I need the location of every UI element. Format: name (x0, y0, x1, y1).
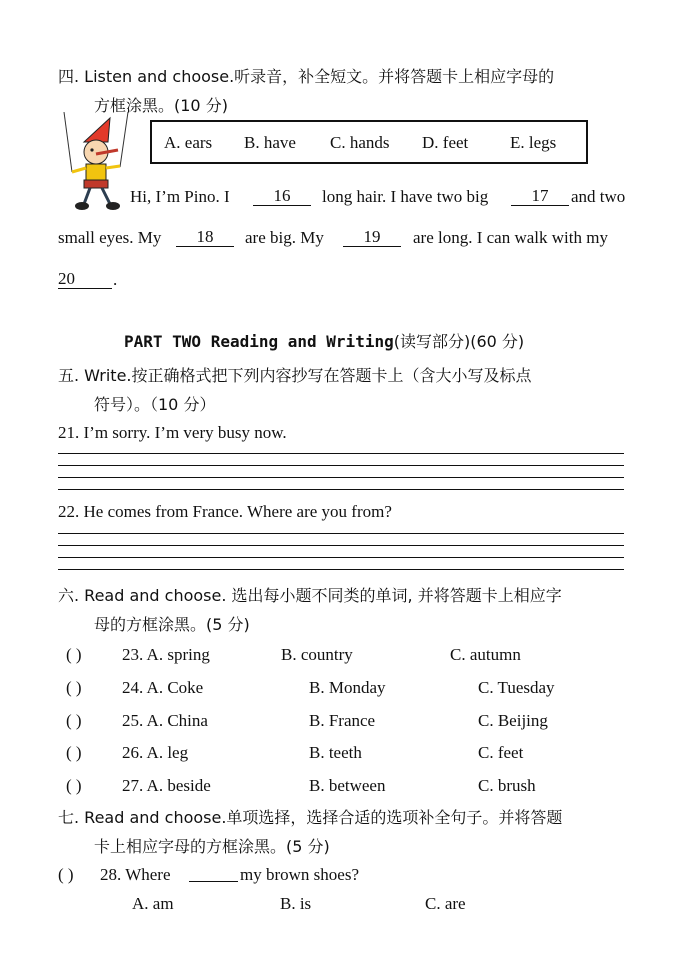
question-26-option-c: C. feet (478, 743, 524, 762)
section4-heading-line2: 方框涂黑。(10 分) (94, 96, 228, 115)
question-28-text-a: 28. Where (100, 865, 171, 884)
question-23-option-a: 23. A. spring (122, 645, 210, 664)
passage-line2-c: are big. My (245, 228, 324, 247)
question-25-option-a: 25. A. China (122, 711, 208, 730)
section6-heading-line2: 母的方框涂黑。(5 分) (94, 615, 250, 634)
question-28-text-b: my brown shoes? (240, 865, 359, 884)
section7-heading-line1: 七. Read and choose.单项选择，选择合适的选项补全句子。并将答题 (58, 808, 563, 827)
blank-16[interactable]: 16 (253, 187, 311, 206)
answer-paren-25[interactable]: ( ) (66, 711, 82, 730)
writing-line (58, 545, 624, 546)
word-bank-box (150, 120, 588, 164)
writing-line (58, 477, 624, 478)
word-option-b: B. have (244, 133, 296, 152)
writing-line (58, 569, 624, 570)
writing-line (58, 489, 624, 490)
question-27-option-c: C. brush (478, 776, 536, 795)
section5-heading-line2: 符号）。（10 分） (94, 395, 216, 414)
passage-line1-a: Hi, I’m Pino. I (130, 187, 230, 206)
question-25-option-c: C. Beijing (478, 711, 548, 730)
question-28-option-a: A. am (132, 894, 174, 913)
question-27-option-b: B. between (309, 776, 386, 795)
answer-paren-27[interactable]: ( ) (66, 776, 82, 795)
blank-17[interactable]: 17 (511, 187, 569, 206)
section5-heading-line1: 五. Write.按正确格式把下列内容抄写在答题卡上（含大小写及标点 (58, 366, 532, 385)
answer-paren-26[interactable]: ( ) (66, 743, 82, 762)
answer-paren-28[interactable]: ( ) (58, 865, 74, 884)
pinocchio-illustration (58, 112, 134, 212)
writing-line (58, 557, 624, 558)
part-two-title-zh: (读写部分)(60 分) (393, 332, 525, 351)
answer-paren-24[interactable]: ( ) (66, 678, 82, 697)
blank-19[interactable]: 19 (343, 228, 401, 247)
question-28-option-b: B. is (280, 894, 312, 913)
writing-line (58, 465, 624, 466)
question-28-blank[interactable] (189, 881, 238, 882)
part-two-title-en: PART TWO Reading and Writing (124, 332, 394, 351)
question-26-option-a: 26. A. leg (122, 743, 189, 762)
part-two-title (124, 329, 524, 352)
passage-line3-end: . (113, 270, 118, 289)
question-24-option-a: 24. A. Coke (122, 678, 204, 697)
passage-line1-d: and two (571, 187, 626, 206)
writing-line (58, 533, 624, 534)
question-22: 22. He comes from France. Where are you from? (58, 502, 392, 521)
section7-heading-line2: 卡上相应字母的方框涂黑。(5 分) (94, 837, 330, 856)
question-23-option-c: C. autumn (450, 645, 521, 664)
answer-paren-23[interactable]: ( ) (66, 645, 82, 664)
passage-line2-a: small eyes. My (58, 228, 162, 247)
passage-line1-c: long hair. I have two big (322, 187, 489, 206)
section4-heading-line1: 四. Listen and choose.听录音，补全短文。并将答题卡上相应字母的 (58, 67, 555, 86)
question-26-option-b: B. teeth (309, 743, 362, 762)
word-option-a: A. ears (164, 133, 213, 152)
question-24-option-c: C. Tuesday (478, 678, 555, 697)
passage-line2-d: are long. I can walk with my (413, 228, 608, 247)
question-27-option-a: 27. A. beside (122, 776, 211, 795)
question-23-option-b: B. country (281, 645, 353, 664)
question-24-option-b: B. Monday (309, 678, 386, 697)
word-option-d: D. feet (422, 133, 469, 152)
writing-line (58, 453, 624, 454)
word-option-c: C. hands (330, 133, 390, 152)
word-option-e: E. legs (510, 133, 557, 152)
question-21: 21. I’m sorry. I’m very busy now. (58, 423, 287, 442)
section6-heading-line1: 六. Read and choose. 选出每小题不同类的单词, 并将答题卡上相应字 (58, 586, 562, 605)
question-28-option-c: C. are (425, 894, 466, 913)
question-25-option-b: B. France (309, 711, 376, 730)
blank-18[interactable]: 18 (176, 228, 234, 247)
blank-20[interactable]: 20 (58, 270, 112, 289)
